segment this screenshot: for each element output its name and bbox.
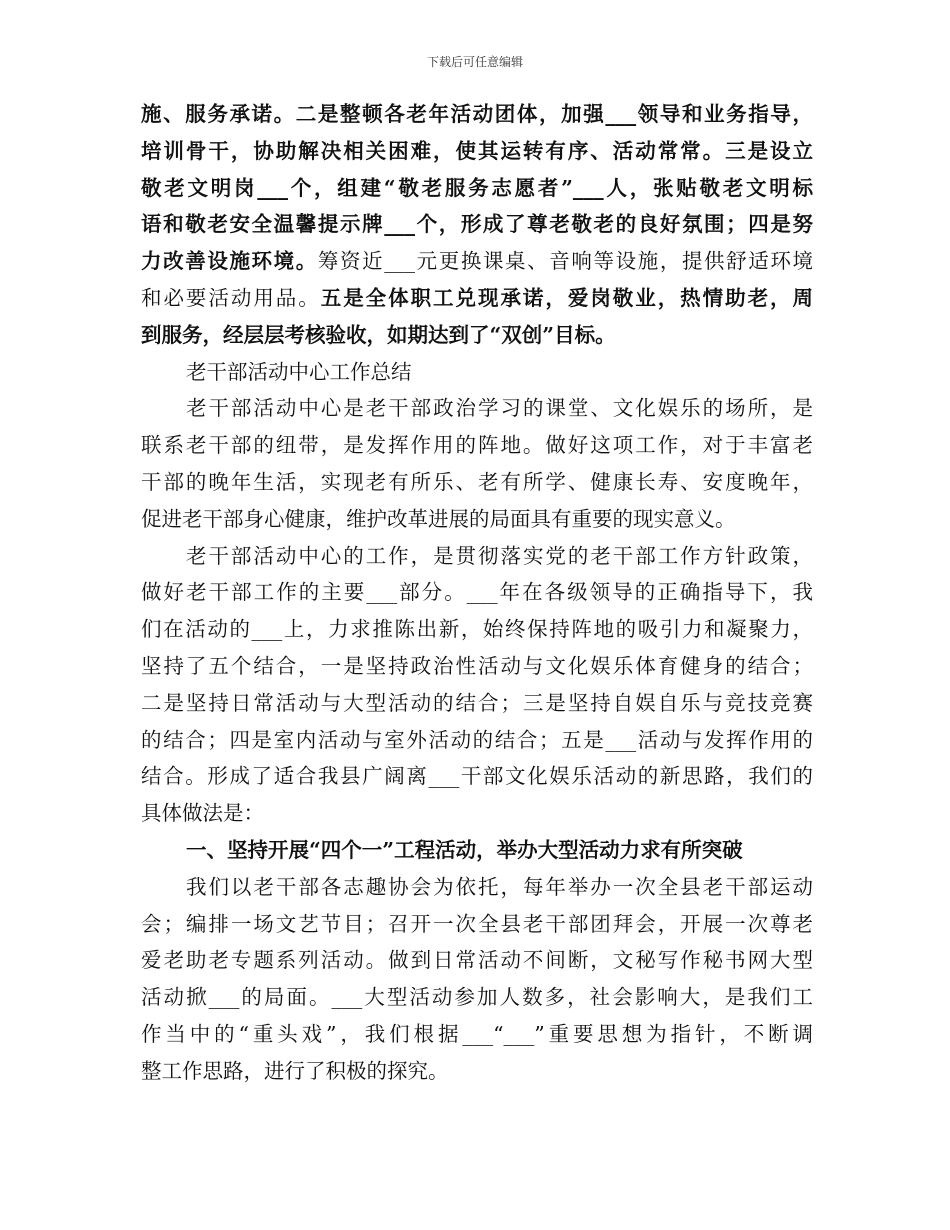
text-line [141, 979, 813, 1016]
text-segment: 的结合；四是室内活动与室外活动的结合；五是___活动与发挥作用的 [141, 727, 813, 752]
text-segment: 一、坚持开展“四个一”工程活动，举办大型活动力求有所突破 [186, 837, 743, 862]
text-segment: 老干部活动中心的工作，是贯彻落实党的老干部工作方针政策， [186, 543, 813, 568]
text-line [141, 906, 813, 943]
text-segment: 和必要活动用品。 [141, 285, 321, 310]
text-line [141, 795, 813, 832]
text-segment: 们在活动的___上，力求推陈出新，始终保持阵地的吸引力和凝聚力， [141, 617, 813, 642]
text-segment: 筹资近___元更换课桌、音响等设施，提供舒适环境 [317, 249, 813, 274]
document-body [141, 96, 813, 1090]
text-line [141, 354, 813, 391]
text-line [141, 317, 813, 354]
text-segment: 培训骨干，协助解决相关困难，使其运转有序、活动常常。三是设立 [141, 138, 813, 163]
text-line [141, 648, 813, 685]
text-segment: 会；编排一场文艺节目；召开一次全县老干部团拜会，开展一次尊老 [141, 911, 813, 936]
text-line [141, 942, 813, 979]
text-line [141, 869, 813, 906]
text-line [141, 133, 813, 170]
text-segment: 到服务，经层层考核验收，如期达到了“双创”目标。 [141, 322, 616, 347]
text-line [141, 427, 813, 464]
text-line [141, 170, 813, 207]
text-segment: 具体做法是： [141, 801, 264, 826]
text-line [141, 96, 813, 133]
text-segment: 爱老助老专题系列活动。做到日常活动不间断，文秘写作秘书网大型 [141, 948, 813, 973]
text-segment: 做好老干部工作的主要___部分。___年在各级领导的正确指导下，我 [141, 580, 813, 605]
text-segment: 整工作思路，进行了积极的探究。 [141, 1058, 449, 1083]
text-line [141, 1016, 813, 1053]
text-line [141, 832, 813, 869]
text-segment: 二是坚持日常活动与大型活动的结合；三是坚持自娱自乐与竞技竞赛 [141, 690, 813, 715]
text-line [141, 611, 813, 648]
text-line [141, 501, 813, 538]
text-line [141, 538, 813, 575]
text-line [141, 206, 813, 243]
text-segment: 老干部活动中心工作总结 [186, 359, 412, 384]
text-segment: 老干部活动中心是老干部政治学习的课堂、文化娱乐的场所，是 [186, 396, 813, 421]
text-segment: 坚持了五个结合，一是坚持政治性活动与文化娱乐体育健身的结合； [141, 653, 813, 678]
text-segment: 联系老干部的纽带，是发挥作用的阵地。做好这项工作，对于丰富老 [141, 433, 813, 458]
text-line [141, 574, 813, 611]
text-segment: 作当中的“重头戏”，我们根据___“___”重要思想为指针，不断调 [141, 1021, 813, 1046]
text-line [141, 1053, 813, 1090]
text-segment: 我们以老干部各志趣协会为依托，每年举办一次全县老干部运动 [186, 874, 813, 899]
text-segment: 干部的晚年生活，实现老有所乐、老有所学、健康长寿、安度晚年， [141, 469, 813, 494]
text-line [141, 722, 813, 759]
text-segment: 力改善设施环境。 [141, 249, 318, 274]
page-header: 下载后可任意编辑 [426, 55, 523, 69]
text-segment: 敬老文明岗___个，组建“敬老服务志愿者”___人，张贴敬老文明标 [141, 175, 813, 200]
text-segment: 活动掀___的局面。___大型活动参加人数多，社会影响大，是我们工 [141, 985, 813, 1010]
text-line [141, 685, 813, 722]
text-line [141, 758, 813, 795]
text-line [141, 390, 813, 427]
text-line [141, 280, 813, 317]
text-segment: 促进老干部身心健康，维护改革进展的局面具有重要的现实意义。 [141, 506, 736, 531]
text-segment: 施、服务承诺。二是整顿各老年活动团体，加强___领导和业务指导， [141, 102, 813, 126]
text-segment: 五是全体职工兑现承诺，爱岗敬业，热情助老，周 [320, 285, 813, 310]
text-segment: 结合。形成了适合我县广阔离___干部文化娱乐活动的新思路，我们的 [141, 764, 813, 789]
text-segment: 语和敬老安全温馨提示牌___个，形成了尊老敬老的良好氛围；四是努 [141, 212, 813, 237]
text-line [141, 243, 813, 280]
text-line [141, 464, 813, 501]
